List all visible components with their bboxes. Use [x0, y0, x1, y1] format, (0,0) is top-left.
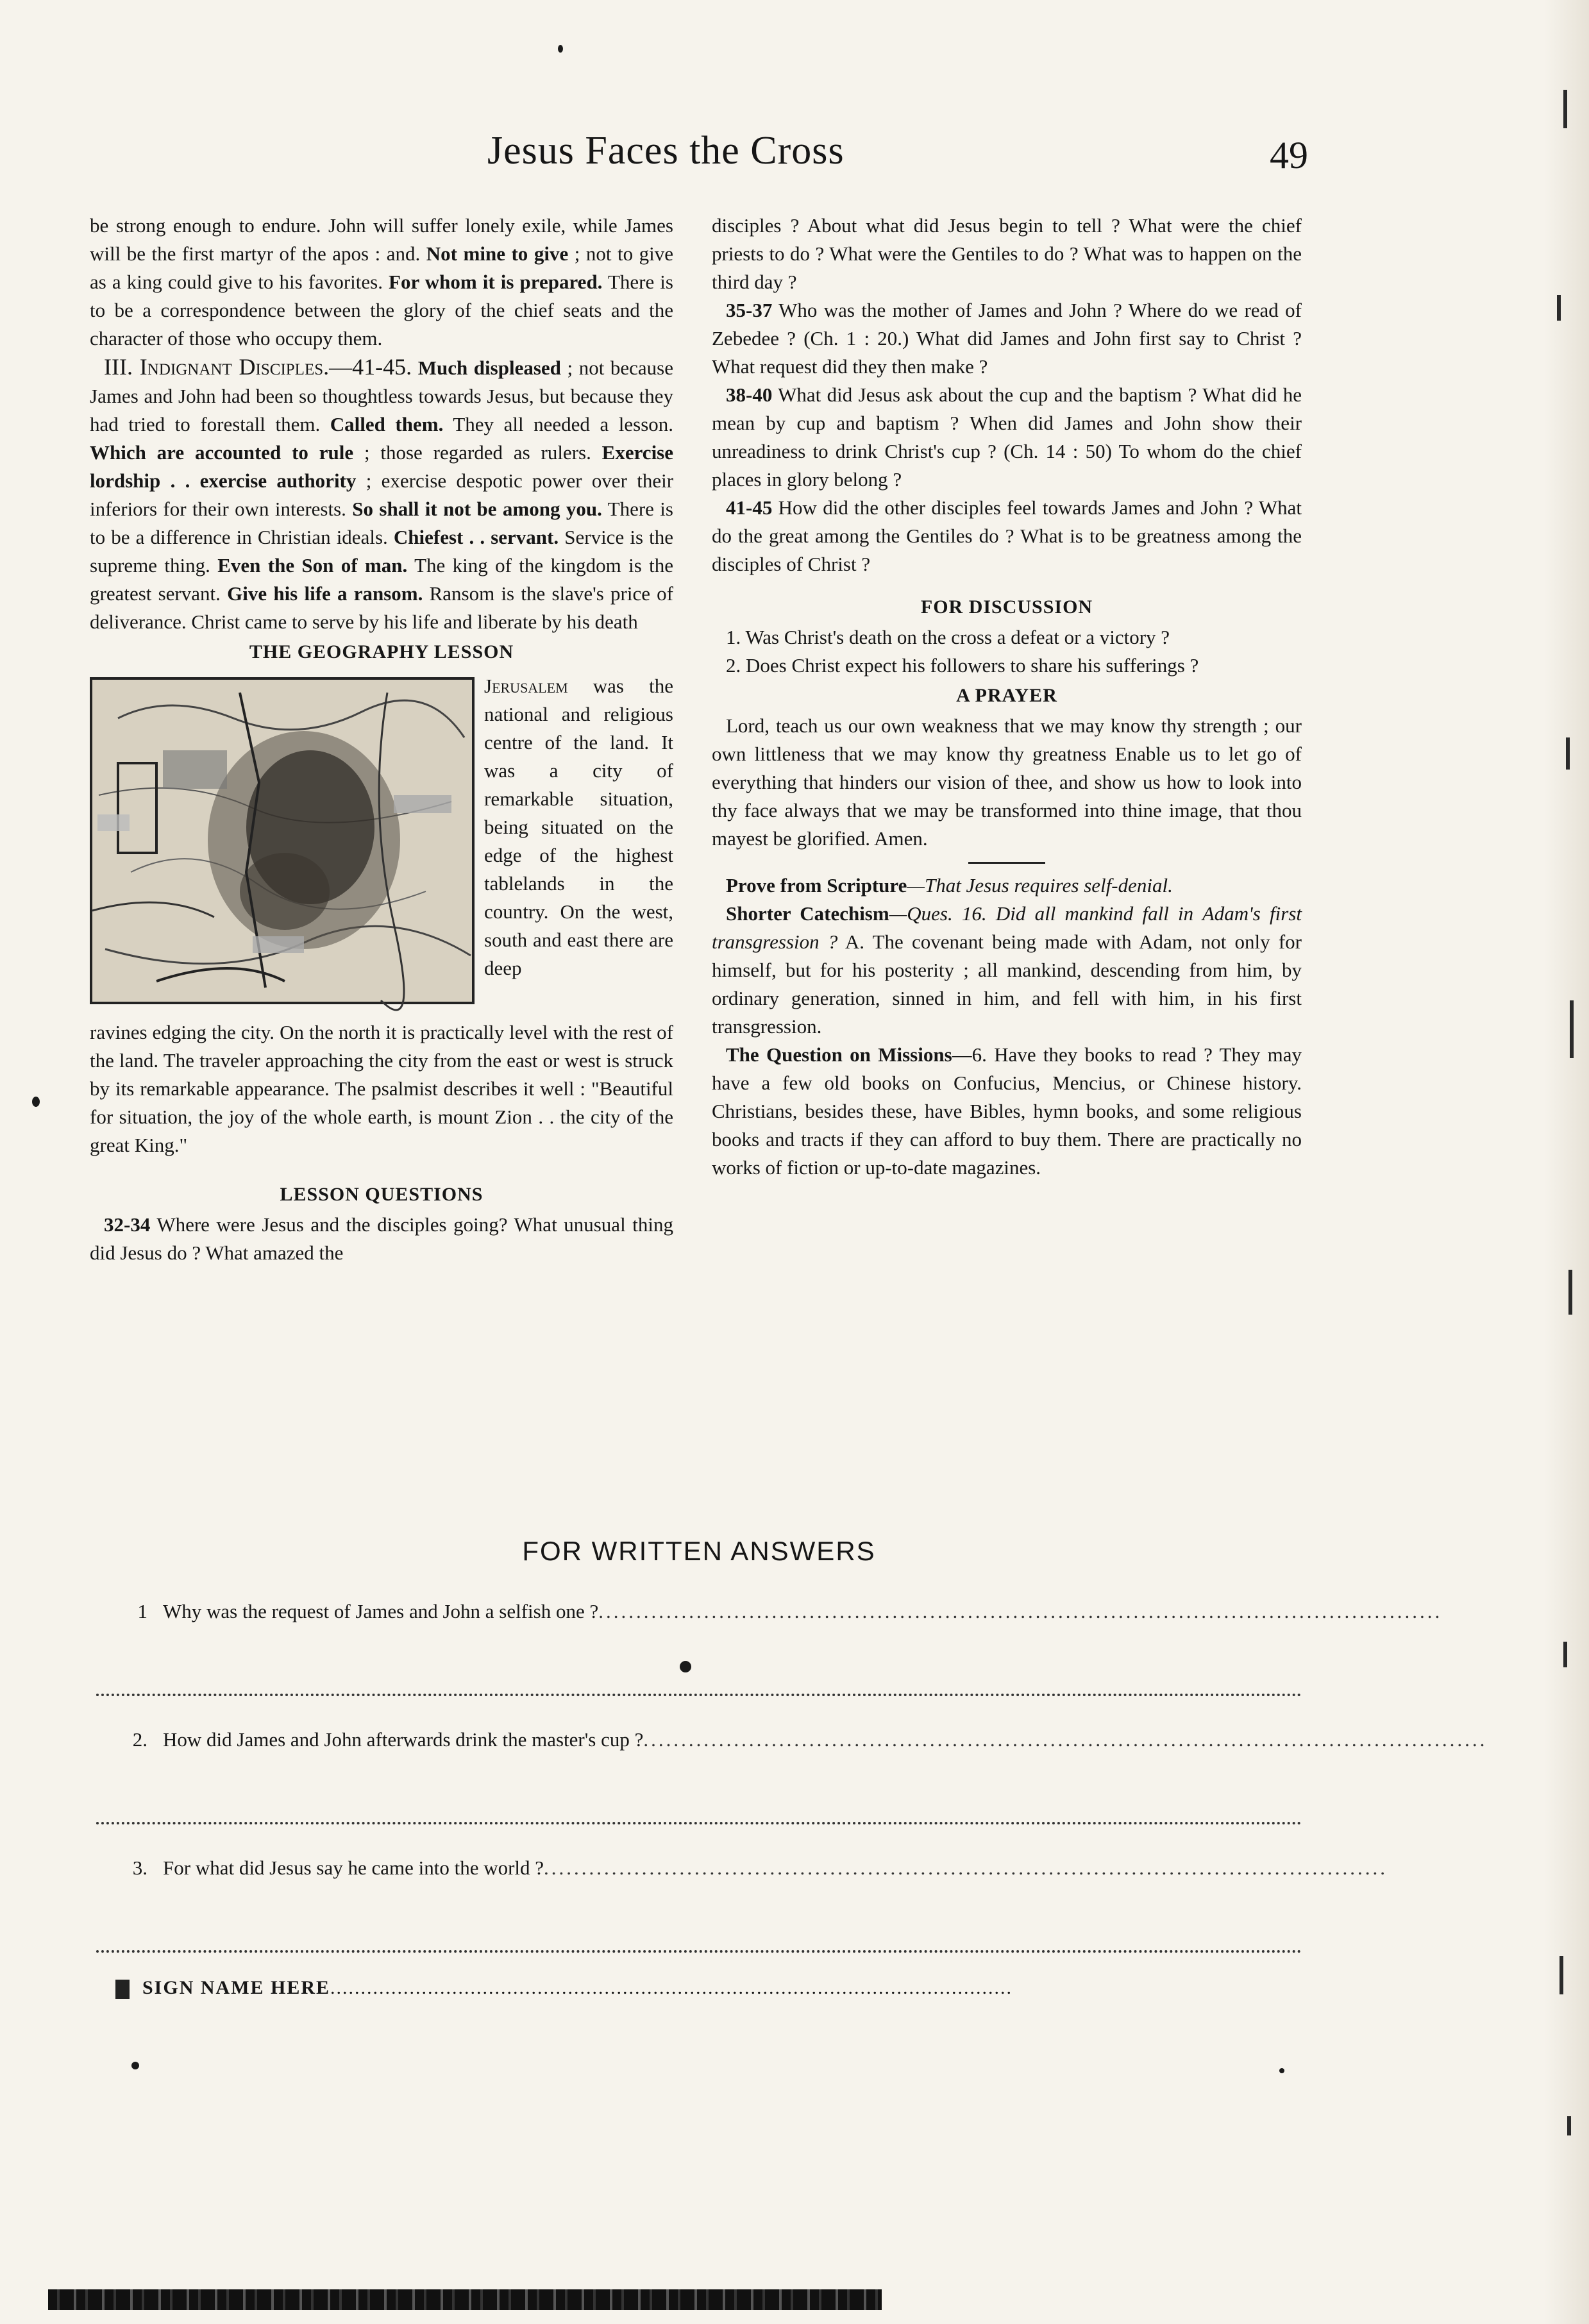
geography-lesson	[90, 672, 673, 1018]
geography-heading: THE GEOGRAPHY LESSON	[249, 641, 514, 662]
lesson-questions-heading: LESSON QUESTIONS	[280, 1184, 483, 1205]
jerusalem-map-image	[90, 677, 475, 1004]
shorter-catechism: Shorter Catechism—Ques. 16. Did all mankind fall in Adam's first transgression ? A. The covenant being made with Adam, not only for himself, but for his posterity ; all mankind, descending from him, by ordinary generation, sinned in him, and fell with him, in his first transgression.	[712, 902, 1302, 1038]
prayer-text: Lord, teach us our own weakness that we may know thy strength ; our own littleness that we may know thy greatness Enable us to let go of everything that hinders our vision of thee, and show us how to look into thy face always that we may be transformed into thine image, that thou mayest be glorified. Amen.	[712, 714, 1302, 850]
lesson-question-35-37: 35-37 Who was the mother of James and John ? Where do we read of Zebedee ? (Ch. 1 : 20.) What did James and John first say to Christ ? What request did they then make ?	[712, 299, 1302, 378]
lesson-question-38-40: 38-40 What did Jesus ask about the cup and the baptism ? What did he mean by cup and baptism ? When did James and John show their unreadiness to drink Christ's cup ? (Ch. 14 : 50) To whom do the chief places in glory belong ?	[712, 383, 1302, 491]
section-indignant-disciples: III. Indignant Disciples.—41-45. Much displeased ; not because James and John had been so thoughtless towards Jesus, but because they had tried to forestall them. Called them. They all needed a lesson. Which are accounted to rule ; those regarded as rulers. Exercise lordship . . exercise authority ; exercise despotic power over their inferiors for their own interests. So shall it not be among you. There is to be a difference in Christian ideals. Chiefest . . servant. Service is the supreme thing. Even the Son of man. The king of the kingdom is the greatest servant. Give his life a ransom. Ransom is the slave's price of deliverance. Christ came to serve by his life and liberate by his death	[90, 354, 674, 633]
answer-line-1[interactable]	[96, 1656, 1302, 1696]
prayer-heading: A PRAYER	[956, 685, 1057, 706]
answer-line-2[interactable]	[96, 1785, 1302, 1824]
page-header	[90, 122, 1308, 192]
question-on-missions: The Question on Missions—6. Have they books to read ? They may have a few old books on Confucius, Mencius, or Chinese history. Christians, besides these, have Bibles, hymn books, and some religious books and tracts if they can afford to buy them. There are practically no works of fiction or up-to-date magazines.	[712, 1043, 1302, 1179]
page-number: 49	[1270, 134, 1308, 176]
sign-name-line[interactable]: SIGN NAME HERE................................................................................................................	[90, 1977, 1308, 1999]
lesson-question-32-34: 32-34 Where were Jesus and the disciples going? What unusual thing did Jesus do ? What amazed the	[90, 1213, 673, 1264]
page-edge-shadow	[1544, 0, 1589, 2324]
right-column	[712, 212, 1302, 1182]
written-question-2: 2. How did James and John afterwards drink the master's cup ?................................................................................................................	[132, 1728, 1488, 1751]
written-question-3: 3. For what did Jesus say he came into the world ?................................................................................................................	[132, 1857, 1388, 1879]
prove-from-scripture: Prove from Scripture—That Jesus requires self-denial.	[726, 874, 1173, 897]
geography-continuation: ravines edging the city. On the north it is practically level with the rest of the land. The traveler approaching the city from the east or west is struck by its remarkable appearance. The psalmist describes it well : "Beautiful for situation, the joy of the whole earth, is mount Zion . . the city of the great King."	[90, 1021, 673, 1156]
scan-edge-bar	[48, 2289, 882, 2310]
discussion-item-2: 2. Does Christ expect his followers to share his sufferings ?	[726, 654, 1199, 677]
divider	[968, 862, 1045, 864]
discussion-heading: FOR DISCUSSION	[920, 596, 1093, 618]
answer-line-3[interactable]	[96, 1913, 1302, 1953]
checkbox-mark-icon	[115, 1980, 130, 1999]
written-question-1: 1 Why was the request of James and John a selfish one ?................................................................................................................	[137, 1600, 1443, 1622]
written-answers-title: FOR WRITTEN ANSWERS	[522, 1536, 876, 1566]
lesson-question-41-45: 41-45 How did the other disciples feel towards James and John ? What do the great among the Gentiles do ? What is to be greatness among the disciples of Christ ?	[712, 496, 1302, 575]
left-column	[90, 212, 673, 1267]
geography-text: Jerusalem was the national and religious centre of the land. It was a city of remarkable situation, being situated on the edge of the highest tablelands in the country. On the west, south and east there are deep	[484, 675, 673, 979]
written-answers-section	[90, 1536, 1488, 1999]
lesson-question-cont: disciples ? About what did Jesus begin to tell ? What were the chief priests to do ? What were the Gentiles to do ? What was to happen on the third day ?	[712, 214, 1302, 293]
running-title: Jesus Faces the Cross	[487, 129, 845, 173]
section-heading: III. Indignant Disciples.—41-45.	[104, 354, 412, 380]
commentary-paragraph: be strong enough to endure. John will suffer lonely exile, while James will be the first martyr of the apos : and. Not mine to give ; not to give as a king could give to his favorites. For whom it is prepared. There is to be a correspondence between the glory of the chief seats and the character of those who occupy them.	[90, 214, 674, 349]
discussion-item-1: 1. Was Christ's death on the cross a defeat or a victory ?	[726, 626, 1170, 648]
